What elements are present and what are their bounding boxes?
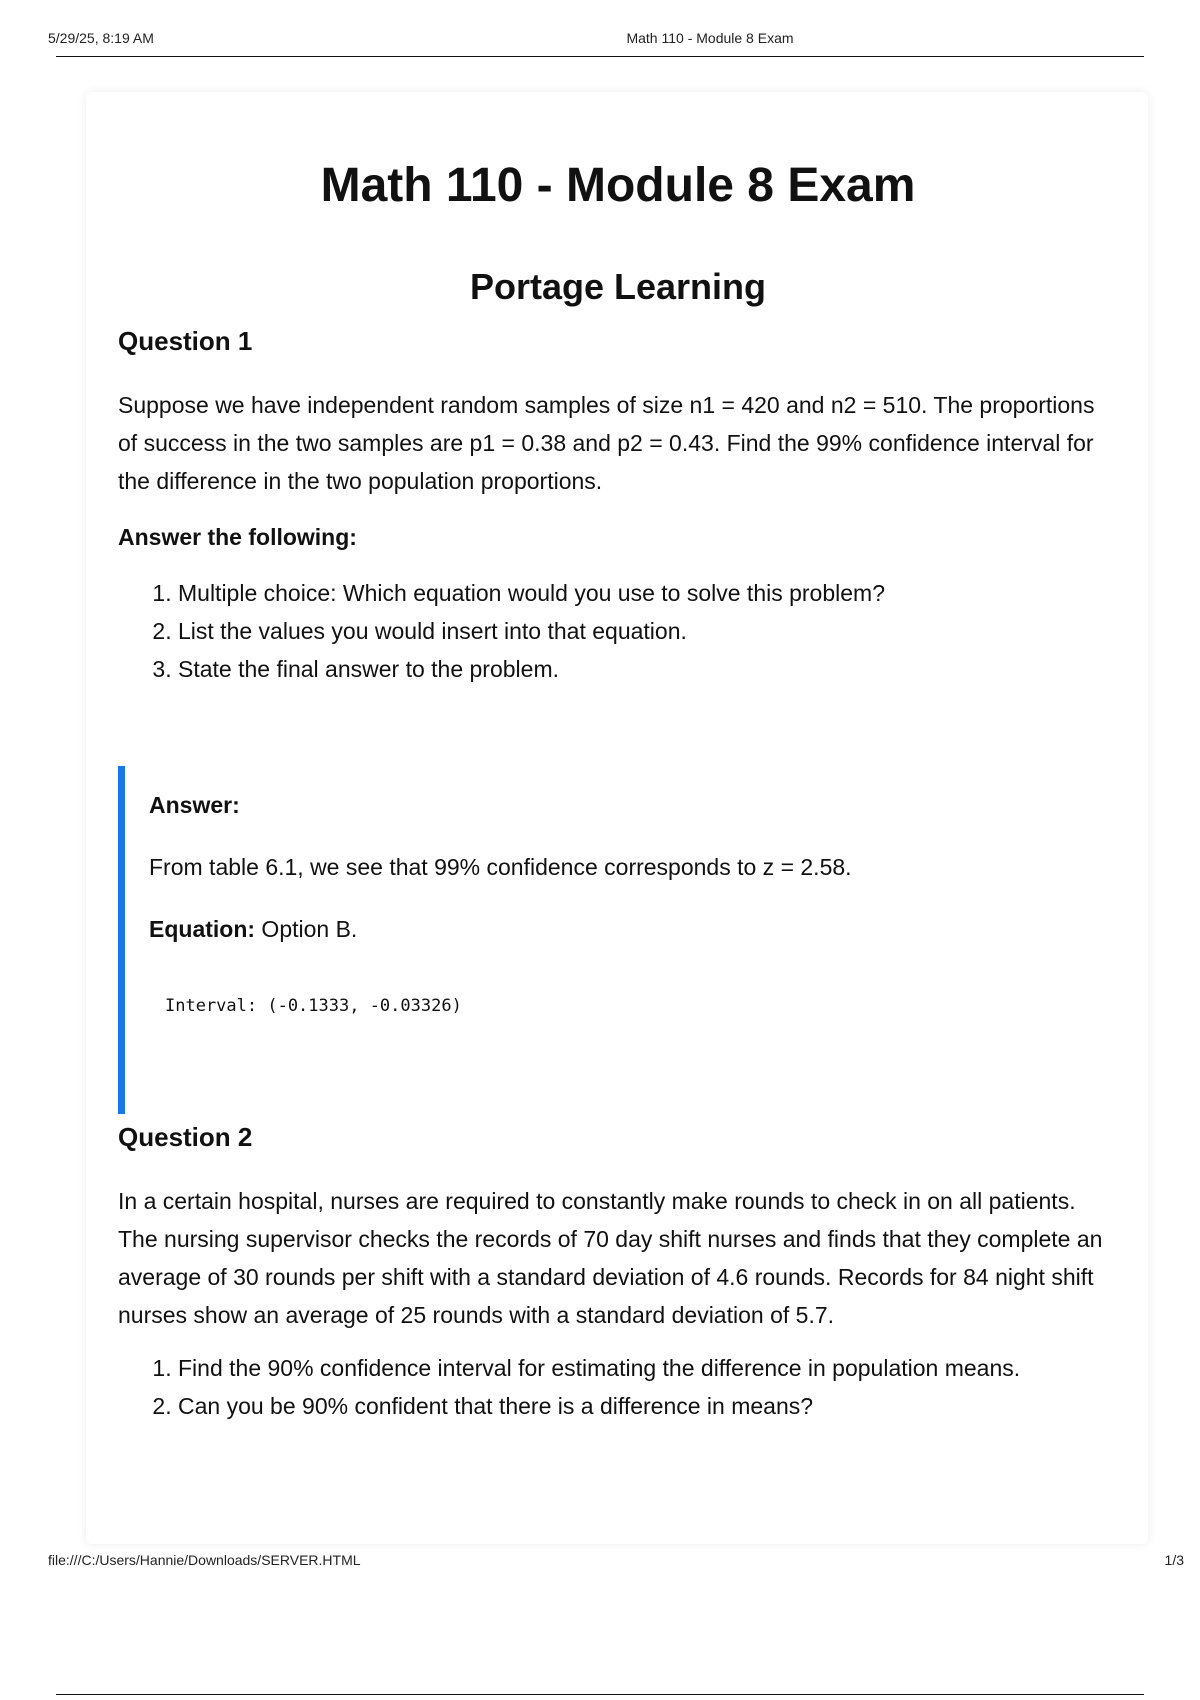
equation-value: Option B.	[255, 916, 358, 942]
question-1-heading: Question 1	[118, 326, 253, 356]
question-1-text: Suppose we have independent random samples of size n1 = 420 and n2 = 510. The proportions of success in the two samples are p1 = 0.38 and p2 = 0.43. Find the 99% confidence interval for the difference in the two population proportions.	[118, 392, 1095, 494]
list-item: 2. List the values you would insert into that equation.	[178, 612, 885, 650]
question-1-instructions-label: Answer the following:	[118, 524, 357, 550]
answer-label: Answer:	[149, 792, 240, 818]
answer-interval: Interval: (-0.1333, -0.03326)	[165, 996, 462, 1016]
list-item: 1. Multiple choice: Which equation would you use to solve this problem?	[178, 574, 885, 612]
bottom-divider	[56, 1694, 1144, 1695]
equation-label: Equation:	[149, 916, 256, 942]
answer-equation	[149, 914, 357, 944]
question-2-text: In a certain hospital, nurses are required to constantly make rounds to check in on all patients. The nursing supervisor checks the records of 70 day shift nurses and finds that they complete an average of 30 rounds per shift with a standard deviation of 4.6 rounds. Records for 84 night shift nurses show an average of 25 rounds with a standard deviation of 5.7.	[118, 1188, 1103, 1328]
question-2-steps	[118, 1349, 1020, 1425]
list-item: 2. Can you be 90% confident that there is a difference in means?	[178, 1387, 1020, 1425]
print-datetime: 5/29/25, 8:19 AM	[48, 30, 154, 46]
print-file-path: file:///C:/Users/Hannie/Downloads/SERVER.HTML	[48, 1552, 361, 1568]
answer-text: From table 6.1, we see that 99% confidence corresponds to z = 2.58.	[149, 854, 852, 880]
page-title: Math 110 - Module 8 Exam	[320, 159, 916, 212]
list-item: 1. Find the 90% confidence interval for estimating the difference in population means.	[178, 1349, 1020, 1387]
print-doc-title: Math 110 - Module 8 Exam	[626, 30, 794, 46]
print-page-number: 1/3	[1164, 1552, 1184, 1568]
answer-block	[118, 766, 1105, 1114]
header-divider	[56, 56, 1144, 57]
print-header	[0, 0, 1200, 60]
list-item: 3. State the final answer to the problem.	[178, 650, 885, 688]
page-subtitle: Portage Learning	[469, 266, 767, 307]
question-1-steps	[118, 574, 885, 688]
question-2-heading: Question 2	[118, 1122, 253, 1152]
